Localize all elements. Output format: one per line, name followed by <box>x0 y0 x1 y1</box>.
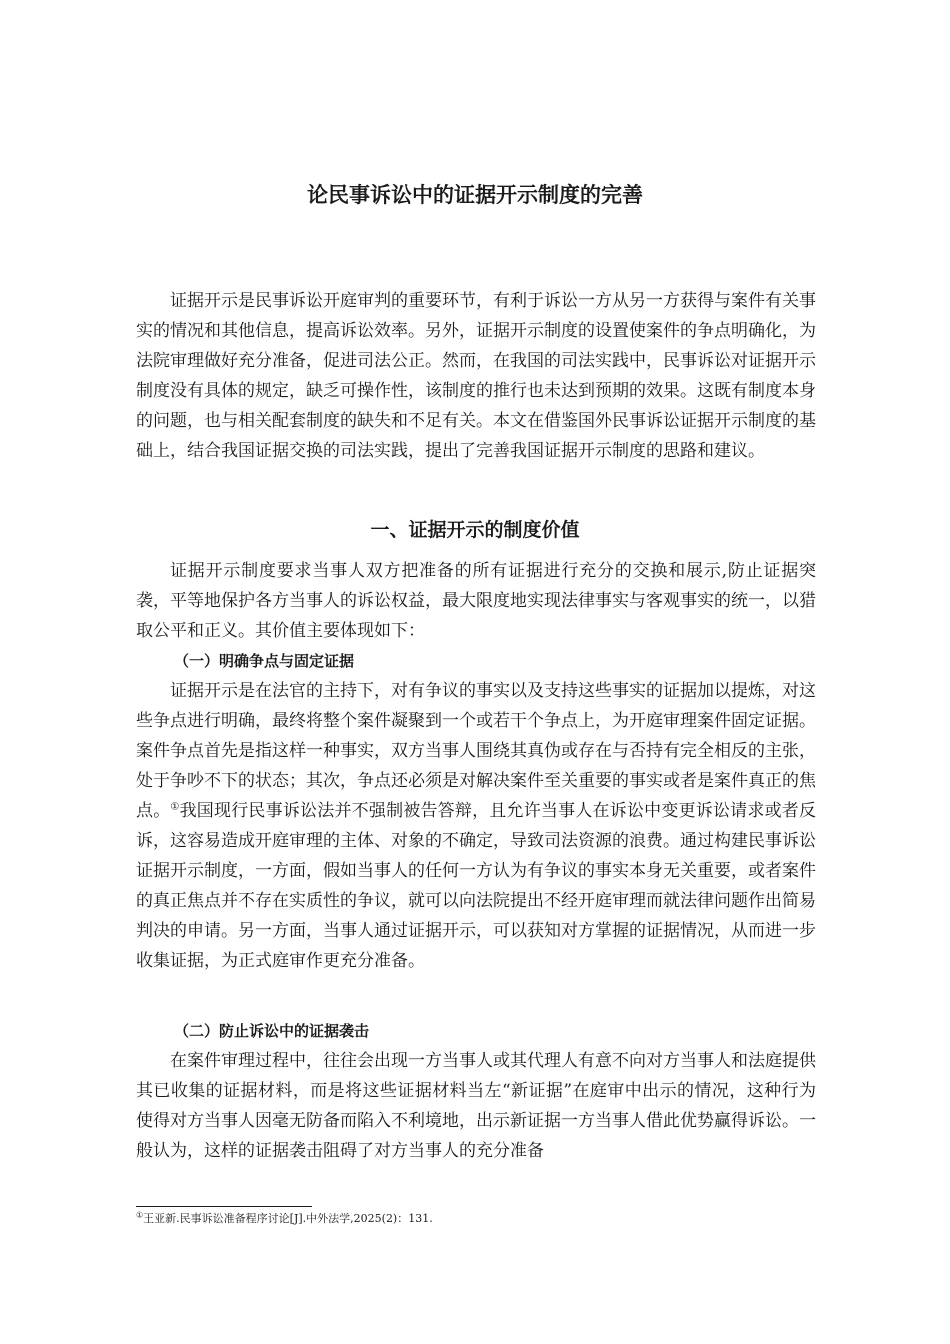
subsection-2-paragraph: 在案件审理过程中，往往会出现一方当事人或其代理人有意不向对方当事人和法庭提供其已收集的证据材料，而是将这些证据材料当左“新证据”在庭审中出示的情况，这种行为使得对方当事人因毫无防备而陷入不利境地，出示新证据一方当事人借此优势赢得诉讼。一般认为，这样的证据袭击阻碍了对方当事人的充分准备 <box>136 1051 816 1161</box>
footnote-divider <box>136 1206 312 1207</box>
subsection-1-text-a: 证据开示是在法官的主持下，对有争议的事实以及支持这些事实的证据加以提炼，对这些争点进行明确，最终将整个案件凝聚到一个或若干个争点上，为开庭审理案件固定证据。案件争点首先是指这样一种事实，双方当事人围绕其真伪或存在与否持有完全相反的主张，处于争吵不下的状态；其次，争点还必须是对解决案件至关重要的事实或者是案件真正的焦点。 <box>136 681 816 821</box>
footnote <box>136 1210 816 1228</box>
footnote-mark: ① <box>136 1210 144 1220</box>
section-intro-paragraph: 证据开示制度要求当事人双方把准备的所有证据进行充分的交换和展示,防止证据突袭，平等地保护各方当事人的诉讼权益，最大限度地实现法律事实与客观事实的统一，以猎取公平和正义。其价值主要体现如下： <box>136 561 816 641</box>
page-title: 论民事诉讼中的证据开示制度的完善 <box>307 183 643 207</box>
subsection-heading-2: （二）防止诉讼中的证据袭击 <box>174 1022 370 1040</box>
abstract-paragraph: 证据开示是民事诉讼开庭审判的重要环节，有利于诉讼一方从另一方获得与案件有关事实的情况和其他信息，提高诉讼效率。另外，证据开示制度的设置使案件的争点明确化，为法院审理做好充分准备，促进司法公正。然而，在我国的司法实践中，民事诉讼对证据开示制度没有具体的规定，缺乏可操作性，该制度的推行也未达到预期的效果。这既有制度本身的问题，也与相关配套制度的缺失和不足有关。本文在借鉴国外民事诉讼证据开示制度的基础上，结合我国证据交换的司法实践，提出了完善我国证据开示制度的思路和建议。 <box>136 291 816 461</box>
footnote-reference-mark: ① <box>170 801 180 813</box>
subsection-1-text-b: 我国现行民事诉讼法并不强制被告答辩，且允许当事人在诉讼中变更诉讼请求或者反诉，这容易造成开庭审理的主体、对象的不确定，导致司法资源的浪费。通过构建民事诉讼证据开示制度，一方面，假如当事人的任何一方认为有争议的事实本身无关重要，或者案件的真正焦点并不存在实质性的争议，就可以向法院提出不经开庭审理而就法律问题作出简易判决的申请。另一方面，当事人通过证据开示，可以获知对方掌握的证据情况，从而进一步收集证据，为正式庭审作更充分准备。 <box>136 801 817 971</box>
section-heading: 一、证据开示的制度价值 <box>370 519 580 541</box>
footnote-text: 王亚新.民事诉讼准备程序讨论[J].中外法学,2025(2)：131. <box>143 1212 433 1225</box>
subsection-1-paragraph <box>136 676 816 976</box>
subsection-heading-1: （一）明确争点与固定证据 <box>174 652 355 670</box>
